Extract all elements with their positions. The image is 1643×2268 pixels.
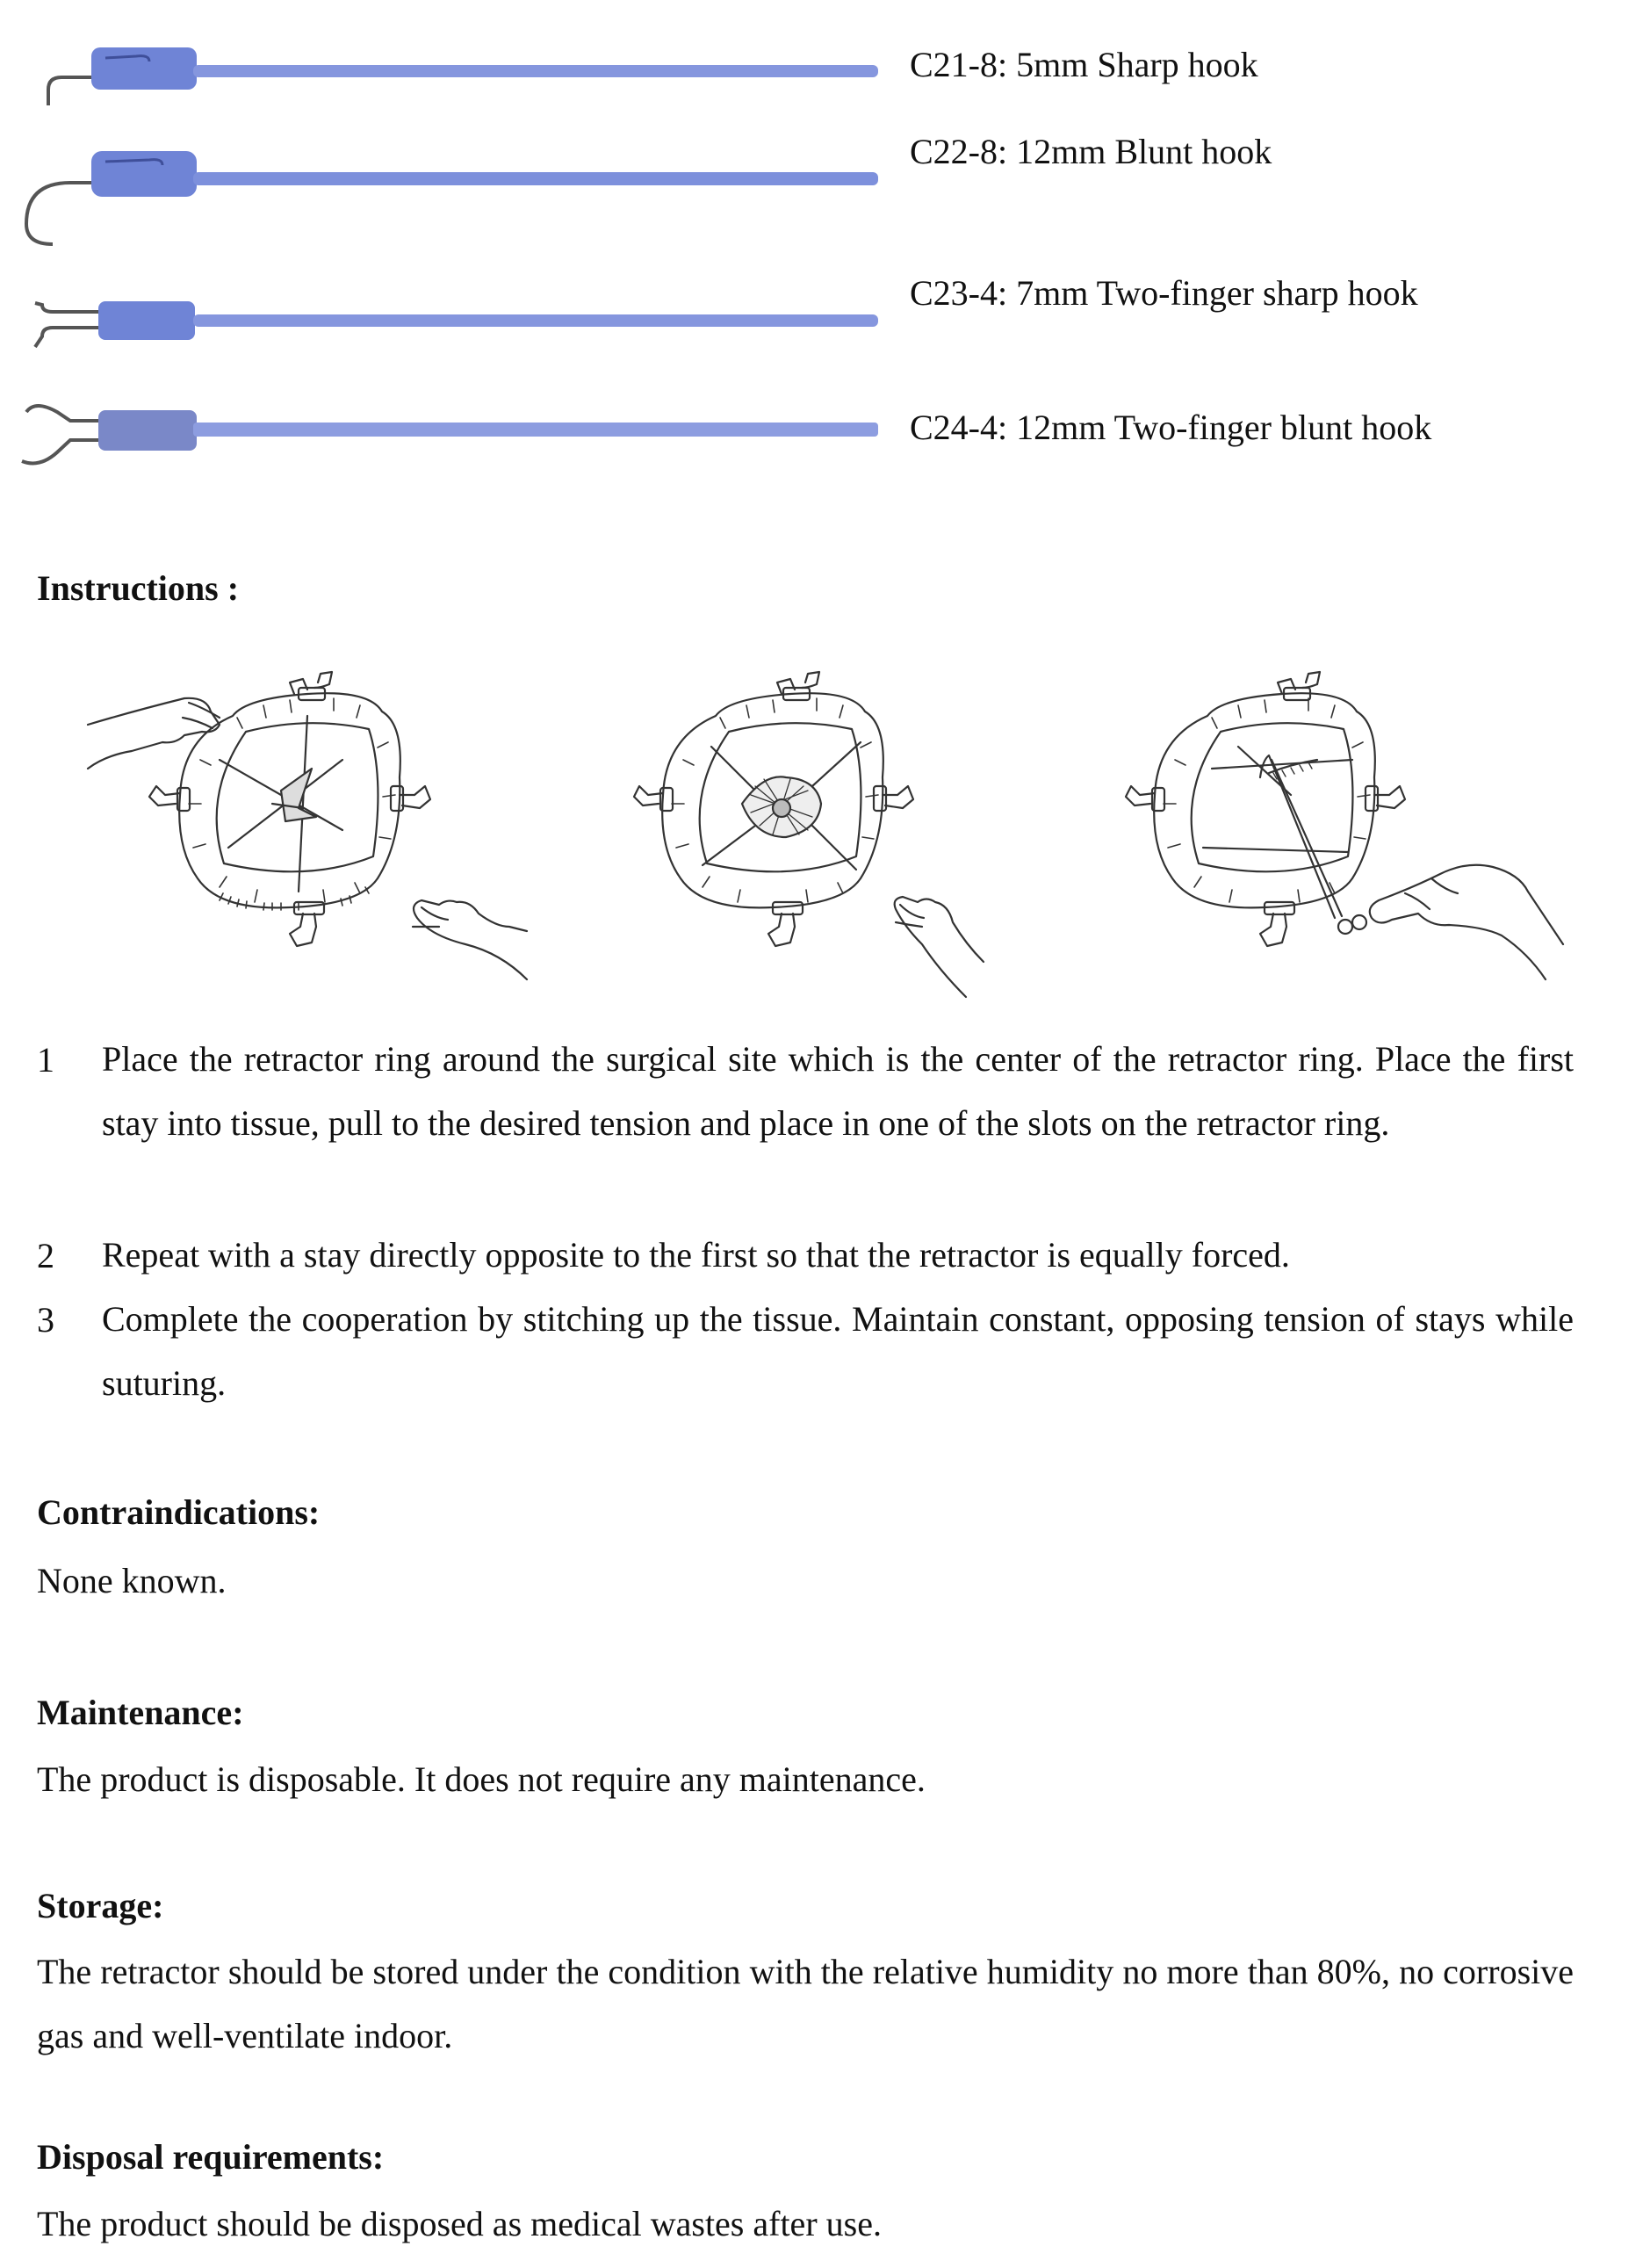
step-3-text: Complete the cooperation by stitching up the tissue. Maintain constant, opposing tension of stays while suturing. [102,1299,1574,1403]
step-2-text: Repeat with a stay directly opposite to the first so that the retractor is equally forced. [102,1235,1290,1275]
disposal-text: The product should be disposed as medical wastes after use. [37,2204,882,2243]
storage-text: The retractor should be stored under the condition with the relative humidity no more than 80%, no corrosive gas and well-ventilate indoor. [37,1952,1574,2055]
hook-label-c22: C22-8: 12mm Blunt hook [910,132,1272,171]
blunt-hook-icon [18,141,887,255]
two-finger-sharp-hook-icon [18,285,887,356]
retractor-ring-step2-illustration [632,663,1089,997]
maintenance-text: The product is disposable. It does not require any maintenance. [37,1759,926,1799]
hook-label-c24: C24-4: 12mm Two-finger blunt hook [910,408,1432,447]
retractor-ring-step1-illustration [79,663,536,997]
step-1-number: 1 [37,1040,54,1080]
two-finger-blunt-hook-icon [18,391,887,479]
retractor-ring-step3-illustration [1115,663,1572,997]
contraindications-heading: Contraindications: [37,1492,321,1532]
instructions-heading: Instructions : [37,568,240,608]
step-2-number: 2 [37,1236,54,1275]
disposal-heading: Disposal requirements: [37,2137,385,2177]
maintenance-heading: Maintenance: [37,1693,244,1732]
hook-label-c23: C23-4: 7mm Two-finger sharp hook [910,273,1418,313]
storage-heading: Storage: [37,1886,164,1925]
step-1-text: Place the retractor ring around the surgical site which is the center of the retractor ring. Place the first stay into tissue, pull to the desired tension and place in one of the slots on the retractor ring. [102,1039,1574,1143]
step-3-number: 3 [37,1300,54,1340]
sharp-hook-icon [18,35,887,114]
hook-label-c21: C21-8: 5mm Sharp hook [910,45,1258,84]
contraindications-text: None known. [37,1561,227,1600]
